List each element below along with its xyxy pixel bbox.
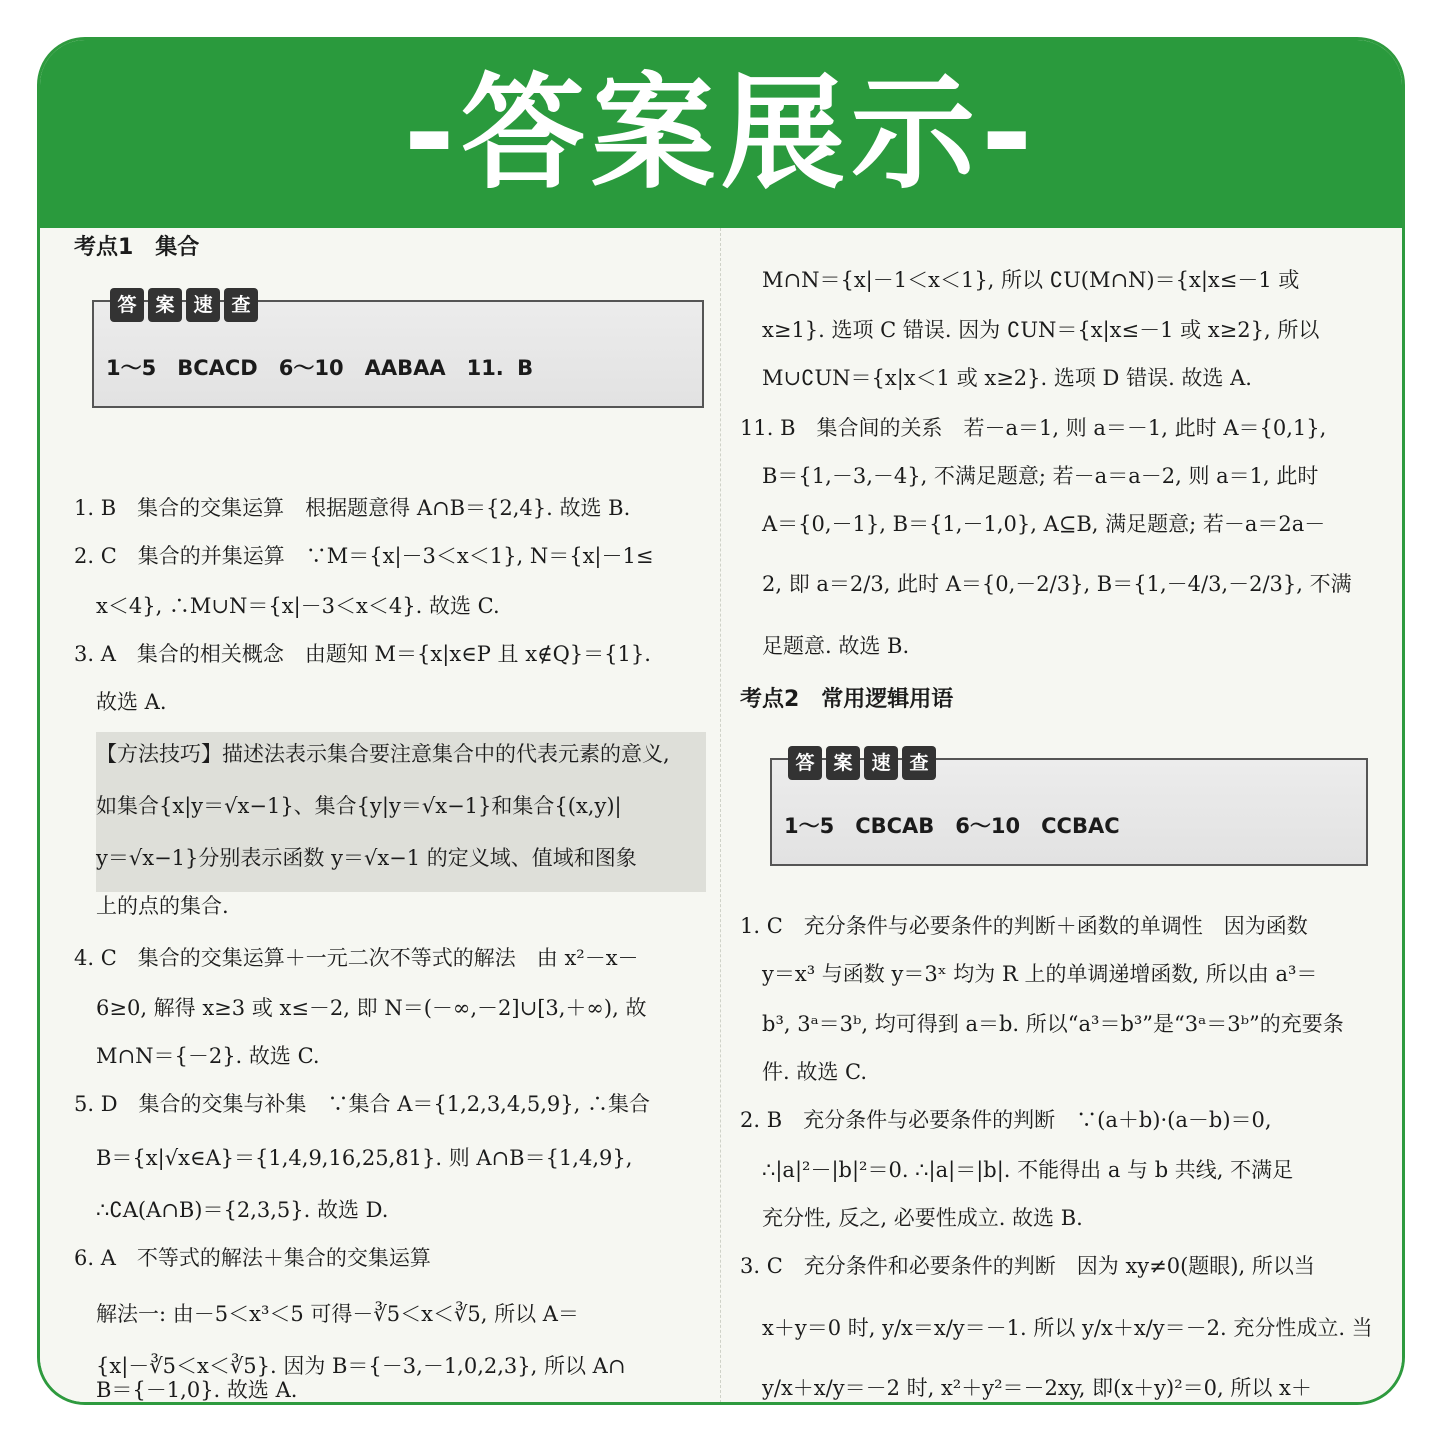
text-line: y/x＋x/y＝－2 时, x²＋y²＝－2xy, 即(x＋y)²＝0, 所以 x＋ xyxy=(762,1376,1312,1400)
text-line: 3. A 集合的相关概念 由题知 M＝{x|x∈P 且 x∉Q}＝{1}. xyxy=(74,642,651,666)
tag-char: 案 xyxy=(826,746,860,780)
answer-box-1 xyxy=(92,294,704,408)
text-line: 充分性, 反之, 必要性成立. 故选 B. xyxy=(762,1206,1083,1230)
text-line: 3. C 充分条件和必要条件的判断 因为 xy≠0(题眼), 所以当 xyxy=(740,1254,1315,1278)
text-line: 2. B 充分条件与必要条件的判断 ∵(a＋b)·(a－b)＝0, xyxy=(740,1108,1272,1132)
tag-char: 查 xyxy=(224,288,258,322)
answer-row: 1～5 CBCAB 6～10 CCBAC xyxy=(784,814,1120,838)
text-line: M∪∁UN＝{x|x＜1 或 x≥2}. 选项 D 错误. 故选 A. xyxy=(762,366,1252,390)
text-line: 足题意. 故选 B. xyxy=(762,634,910,658)
tag-char: 案 xyxy=(148,288,182,322)
text-line: 2, 即 a＝2/3, 此时 A＝{0,－2/3}, B＝{1,－4/3,－2/3}, 不满 xyxy=(762,572,1352,596)
tag-char: 速 xyxy=(186,288,220,322)
banner-title: -答案展示- xyxy=(403,62,1039,206)
text-line: 1. C 充分条件与必要条件的判断＋函数的单调性 因为函数 xyxy=(740,914,1308,938)
text-line: M∩N＝{x|－1＜x＜1}, 所以 ∁U(M∩N)＝{x|x≤－1 或 xyxy=(762,268,1300,292)
poster-frame xyxy=(37,37,1405,1405)
text-line: 6. A 不等式的解法＋集合的交集运算 xyxy=(74,1246,431,1270)
text-line: ∴|a|²－|b|²＝0. ∴|a|＝|b|. 不能得出 a 与 b 共线, 不满足 xyxy=(762,1158,1294,1182)
text-line: 上的点的集合. xyxy=(96,894,229,918)
text-line: 解法一: 由－5＜x³＜5 可得－∛5＜x＜∛5, 所以 A＝ xyxy=(96,1302,579,1326)
text-line: x≥1}. 选项 C 错误. 因为 ∁UN＝{x|x≤－1 或 x≥2}, 所以 xyxy=(762,318,1320,342)
text-line: B＝{－1,0}. 故选 A. xyxy=(96,1378,298,1402)
text-line: ∴∁A(A∩B)＝{2,3,5}. 故选 D. xyxy=(96,1198,389,1222)
text-line: 故选 A. xyxy=(96,690,167,714)
text-line: 【方法技巧】描述法表示集合要注意集合中的代表元素的意义, xyxy=(96,742,670,766)
answer-tag xyxy=(788,746,936,780)
text-line: M∩N＝{－2}. 故选 C. xyxy=(96,1044,320,1068)
text-line: 11. B 集合间的关系 若－a＝1, 则 a＝－1, 此时 A＝{0,1}, xyxy=(740,416,1327,440)
text-line: {x|－∛5＜x＜∛5}. 因为 B＝{－3,－1,0,2,3}, 所以 A∩ xyxy=(96,1354,626,1378)
answer-page xyxy=(40,228,1402,1405)
tag-char: 答 xyxy=(788,746,822,780)
tag-char: 查 xyxy=(902,746,936,780)
text-line: 2. C 集合的并集运算 ∵M＝{x|－3＜x＜1}, N＝{x|－1≤ xyxy=(74,544,654,568)
text-line: 5. D 集合的交集与补集 ∵集合 A＝{1,2,3,4,5,9}, ∴集合 xyxy=(74,1092,651,1116)
text-line: y＝x³ 与函数 y＝3ˣ 均为 R 上的单调递增函数, 所以由 a³＝ xyxy=(762,962,1318,986)
text-line: 6≥0, 解得 x≥3 或 x≤－2, 即 N＝(－∞,－2]∪[3,＋∞), 故 xyxy=(96,996,647,1020)
answer-box-2 xyxy=(770,752,1368,866)
text-line: A＝{0,－1}, B＝{1,－1,0}, A⊆B, 满足题意; 若－a＝2a－ xyxy=(762,512,1326,536)
section-title-1: 考点1 集合 xyxy=(74,235,200,260)
title-banner xyxy=(40,40,1402,228)
text-line: B＝{x|√x∈A}＝{1,4,9,16,25,81}. 则 A∩B＝{1,4,9}, xyxy=(96,1146,633,1170)
text-line: B＝{1,－3,－4}, 不满足题意; 若－a＝a－2, 则 a＝1, 此时 xyxy=(762,464,1319,488)
tag-char: 速 xyxy=(864,746,898,780)
text-line: 1. B 集合的交集运算 根据题意得 A∩B＝{2,4}. 故选 B. xyxy=(74,496,631,520)
text-line: 4. C 集合的交集运算＋一元二次不等式的解法 由 x²－x－ xyxy=(74,946,639,970)
text-line: 如集合{x|y＝√x−1}、集合{y|y＝√x−1}和集合{(x,y)| xyxy=(96,794,622,818)
text-line: x＜4}, ∴M∪N＝{x|－3＜x＜4}. 故选 C. xyxy=(96,594,500,618)
answer-tag xyxy=(110,288,258,322)
column-divider xyxy=(720,228,721,1405)
tag-char: 答 xyxy=(110,288,144,322)
text-line: 件. 故选 C. xyxy=(762,1060,868,1084)
text-line: b³, 3ᵃ＝3ᵇ, 均可得到 a＝b. 所以“a³＝b³”是“3ᵃ＝3ᵇ”的充要条 xyxy=(762,1012,1344,1036)
text-line: x＋y＝0 时, y/x＝x/y＝－1. 所以 y/x＋x/y＝－2. 充分性成立. 当 xyxy=(762,1316,1373,1340)
section-title-2: 考点2 常用逻辑用语 xyxy=(740,687,954,712)
answer-row: 1～5 BCACD 6～10 AABAA 11. B xyxy=(106,356,534,380)
text-line: y＝√x−1}分别表示函数 y＝√x−1 的定义域、值域和图象 xyxy=(96,846,637,870)
